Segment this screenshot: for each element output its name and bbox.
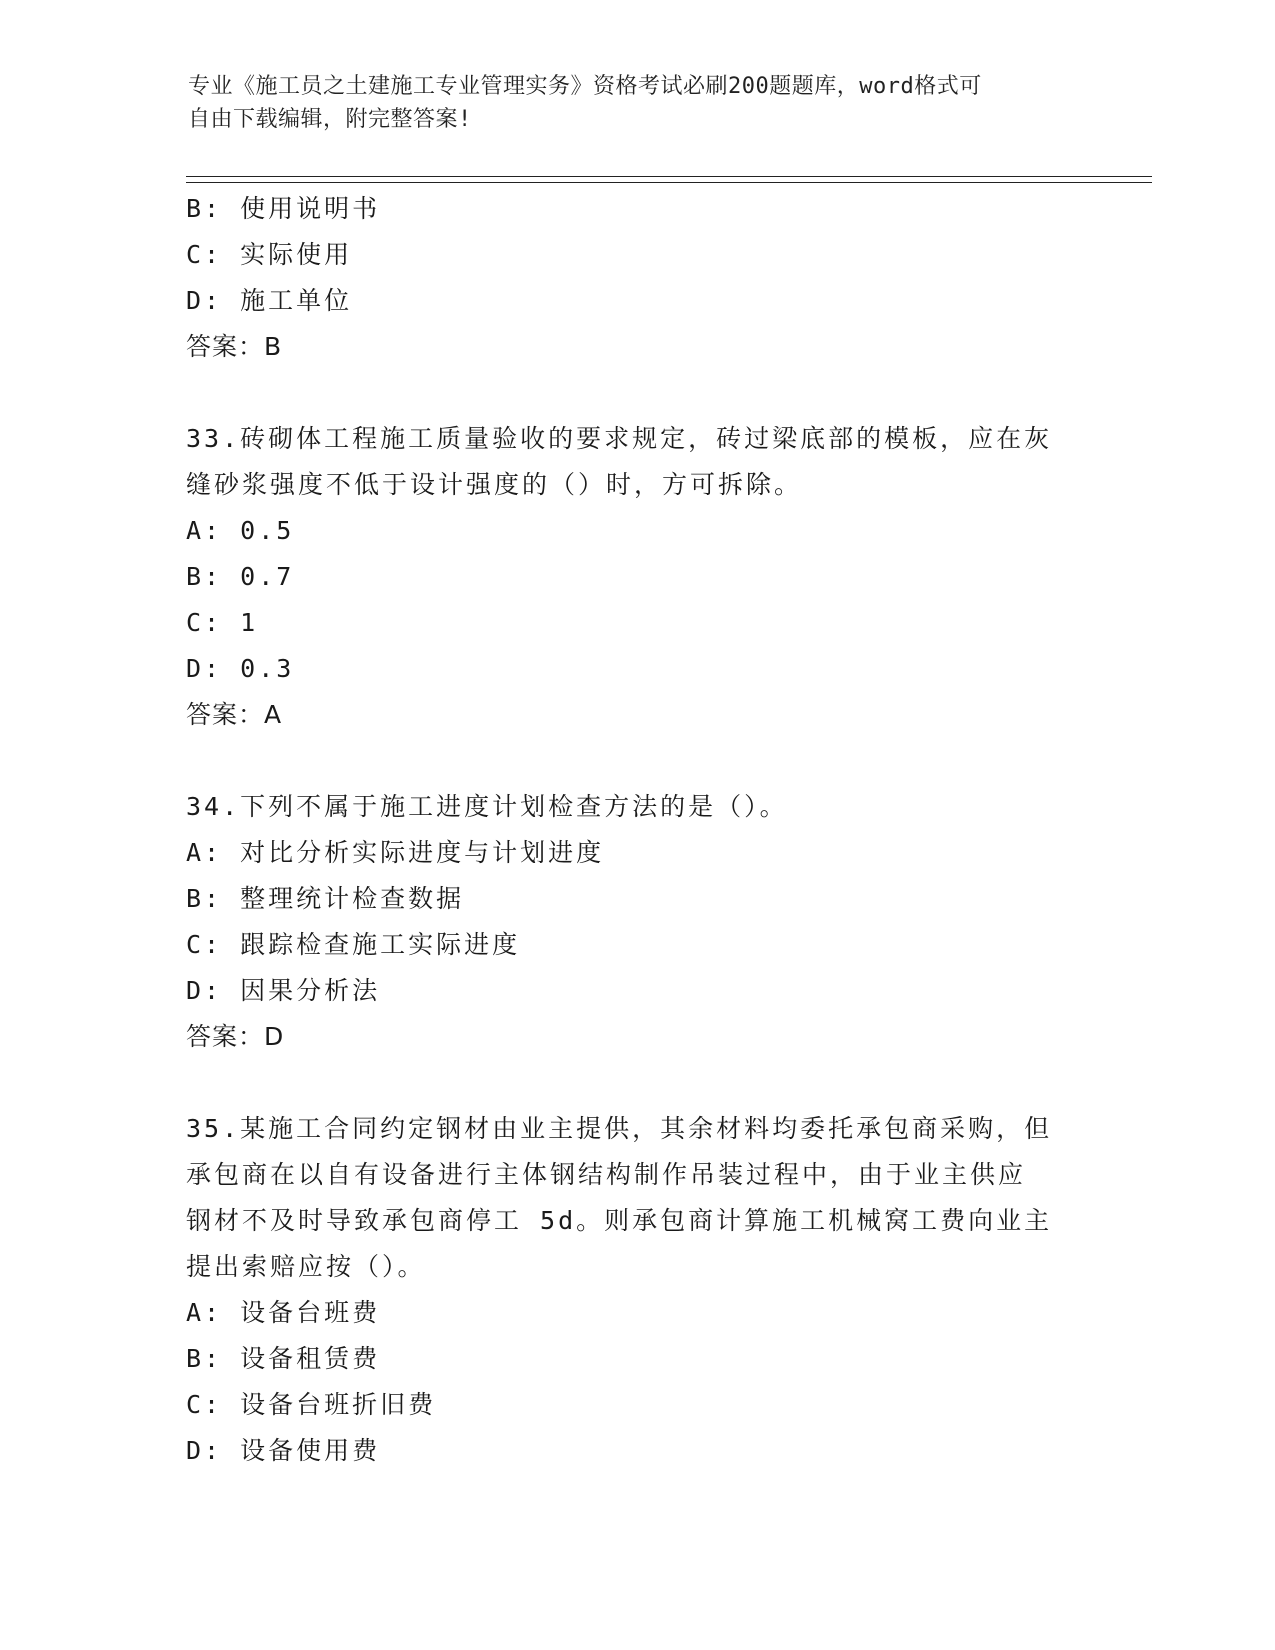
q33-option-a: A: 0.5 (186, 516, 295, 545)
q32-answer: 答案：B (186, 332, 283, 361)
q34-option-a: A: 对比分析实际进度与计划进度 (186, 838, 605, 867)
spacer (186, 1060, 1086, 1106)
q32-option-d: D: 施工单位 (186, 286, 353, 315)
q32-option-c: C: 实际使用 (186, 240, 353, 269)
q32-option-b: B: 使用说明书 (186, 194, 381, 223)
question-33-block (186, 416, 1086, 738)
question-34-block (186, 784, 1086, 1060)
q34-answer: 答案：D (186, 1022, 285, 1051)
q33-text-line-1: 33.砖砌体工程施工质量验收的要求规定，砖过梁底部的模板，应在灰 (186, 424, 1053, 453)
question-list (186, 186, 1086, 1474)
page-header (188, 70, 1068, 136)
q35-option-a: A: 设备台班费 (186, 1298, 381, 1327)
header-divider-bottom (186, 182, 1152, 183)
header-title-line-1: 专业《施工员之土建施工专业管理实务》资格考试必刷200题题库，word格式可 (188, 74, 982, 99)
header-divider-top (186, 176, 1152, 177)
q34-option-c: C: 跟踪检查施工实际进度 (186, 930, 521, 959)
q34-question-text (186, 784, 1076, 830)
spacer (186, 370, 1086, 416)
question-35-block (186, 1106, 1086, 1474)
q34-text-line-1: 34.下列不属于施工进度计划检查方法的是（）。 (186, 792, 788, 821)
q35-option-b: B: 设备租赁费 (186, 1344, 381, 1373)
q33-option-c: C: 1 (186, 608, 259, 637)
q33-question-text (186, 416, 1076, 508)
q35-option-d: D: 设备使用费 (186, 1436, 381, 1465)
q35-text-line-1: 35.某施工合同约定钢材由业主提供，其余材料均委托承包商采购，但 (186, 1114, 1053, 1143)
q34-option-b: B: 整理统计检查数据 (186, 884, 465, 913)
question-32-block (186, 186, 1086, 370)
q33-text-line-2: 缝砂浆强度不低于设计强度的（）时，方可拆除。 (186, 470, 803, 499)
q33-option-d: D: 0.3 (186, 654, 295, 683)
q35-text-line-2: 承包商在以自有设备进行主体钢结构制作吊装过程中，由于业主供应 (186, 1160, 1027, 1189)
q35-option-c: C: 设备台班折旧费 (186, 1390, 437, 1419)
q35-text-line-3: 钢材不及时导致承包商停工 5d。则承包商计算施工机械窝工费向业主 (186, 1206, 1053, 1235)
q33-answer: 答案：A (186, 700, 283, 729)
q35-question-text (186, 1106, 1076, 1290)
q33-option-b: B: 0.7 (186, 562, 295, 591)
q34-option-d: D: 因果分析法 (186, 976, 381, 1005)
spacer (186, 738, 1086, 784)
q35-text-line-4: 提出索赔应按（）。 (186, 1252, 426, 1281)
header-title-line-2: 自由下载编辑，附完整答案! (188, 107, 472, 132)
